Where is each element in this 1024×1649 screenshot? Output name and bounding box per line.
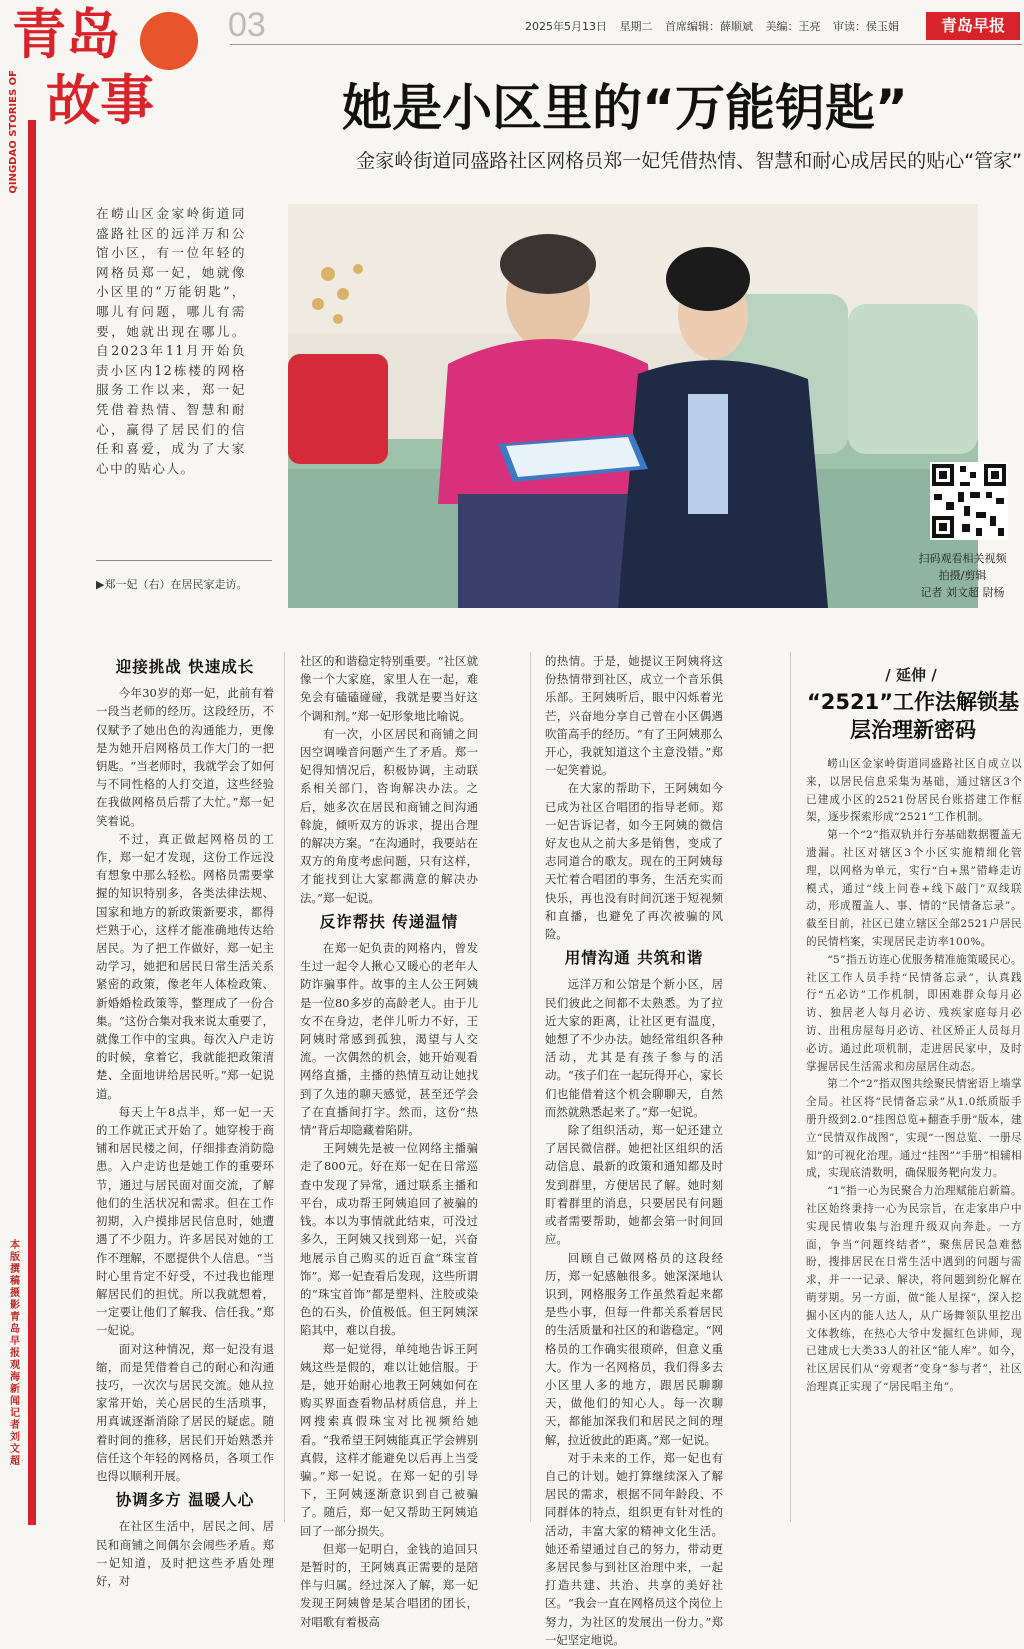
article-paragraph: 有一次，小区居民和商铺之间因空调噪音问题产生了矛盾。郑一妃得知情况后，积极协调，主动联系相关部门，咨询解决办法。之后，她多次在居民和商铺之间沟通斡旋，倾听双方的诉求，提出合理的解决方案。“在沟通时，我要站在双方的角度考虑问题，只有这样，才能找到让大家都满意的解决办法。”郑一妃说。: [300, 726, 478, 905]
article-paragraph: 在郑一妃负责的网格内，曾发生过一起令人揪心又暖心的老年人防诈骗事件。故事的主人公王阿姨是一位80多岁的高龄老人。由于儿女不在身边，老伴儿听力不好，王阿姨时常感到孤独，渴望与人交流。一次偶然的机会，她开始观看网络直播，主播的热情互动让她找到了久违的聊天感觉，甚至还学会了在直播间打字。然而，这份“热情”背后却隐藏着陷阱。: [300, 941, 478, 1138]
left-red-strip: [28, 120, 36, 1525]
section-heading: 协调多方 温暖人心: [115, 1491, 255, 1510]
sidebar-paragraph: 崂山区金家岭街道同盛路社区自成立以来，以居民信息采集为基础，通过辖区3个已建成小区的2521份居民台账搭建工作框架，逐步探索形成“2521”工作机制。: [806, 758, 1022, 824]
header-divider: [230, 44, 1022, 45]
column-divider: [284, 652, 285, 1522]
issue-date: 2025年5月13日: [525, 20, 607, 33]
qr-caption: [900, 550, 1024, 601]
qr-caption-line2: 拍摄/剪辑: [938, 569, 987, 582]
article-paragraph: 社区的和谐稳定特别重要。“社区就像一个大家庭，家里人在一起，难免会有磕磕碰碰，我就是要当好这个调和剂。”郑一妃形象地比喻说。: [300, 654, 478, 723]
qr-caption-line3: 记者 刘文超 尉杨: [920, 586, 1005, 599]
proofreader: 审读：侯玉娟: [833, 20, 899, 33]
article-paragraph: 回顾自己做网格员的这段经历，郑一妃感触很多。她深深地认识到，网格服务工作虽然看起来都是些小事，但每一件都关系着居民的生活质量和社区的和谐稳定。“网格员的工作确实很琐碎，但意义重大。作为一名网格员，我们得多去小区里人多的地方，跟居民聊聊天，做他们的知心人。每一次聊天，都能加深我们和居民之间的理解，拉近彼此的距离。”郑一妃说。: [545, 1250, 723, 1447]
article-paragraph: 面对这种情况，郑一妃没有退缩，而是凭借着自己的耐心和沟通技巧，一次次与居民交流。她从拉家常开始，关心居民的生活琐事，用真诚逐渐消除了居民的疑虑。随着时间的推移，居民们开始熟悉并信任这个年轻的网格员，各项工作也得以顺利开展。: [96, 1341, 274, 1483]
sun-logo-icon: [140, 12, 198, 70]
sidebar-paragraph: 第二个“2”指双图共绘聚民情密语上墙掌全局。社区将“民情备忘录”从1.0纸质版手册升级到2.0“挂图总览+翻查手册”版本，建立“民情双作战图”，实现“一图总览、一册尽知”的可视化治理。通过“挂图”“手册”相辅相成，实现底清数明，确保服务靶向发力。: [806, 1078, 1022, 1180]
sidebar-paragraph: “1”指一心为民聚合力治理赋能启新篇。社区始终秉持一心为民宗旨，在走家串户中实现民情收集与治理升级双向奔赴。一方面，争当“问题终结者”，聚焦居民急难愁盼，搜排居民在日常生活中遇到的问题与需求，并一一记录、解决，将问题到纷化解在萌芽期。另一方面，做“能人星探”，深入挖掘小区内的能人达人，从广场舞领队里挖出文体教练，在热心大爷中发掘红色讲师，现已建成七大类33人的社区“能人库”。如今，社区居民们从“旁观者”变身“参与者”，社区治理真正实现了“居民唱主角”。: [806, 1185, 1022, 1393]
article-paragraph: 对于未来的工作，郑一妃也有自己的计划。她打算继续深入了解居民的需求，根据不同年龄段、不同群体的特点，组织更有针对性的活动，丰富大家的精神文化生活。她还希望通过自己的努力，带动更多居民参与到社区治理中来，一起打造共建、共治、共享的美好社区。“我会一直在网格员这个岗位上努力，为社区的发展出一份力。”郑一妃坚定地说。: [545, 1450, 723, 1647]
section-heading: 反诈帮扶 传递温情: [319, 912, 459, 931]
section-heading: 迎接挑战 快速成长: [115, 658, 255, 676]
column-divider: [530, 652, 531, 1522]
art-editor: 美编：王亮: [765, 20, 821, 33]
article-paragraph: 不过，真正做起网格员的工作，郑一妃才发现，这份工作远没有想象中那么轻松。网格员需要掌握的知识特别多，各类法律法规、国家和地方的新政策新要求，都得烂熟于心，这样才能准确地传达给居民。为了把工作做好，郑一妃主动学习，她把和居民日常生活关系紧密的政策，像老年人体检政策、新婚婚检政策等，整理成了一份合集。“这份合集对我来说太重要了，就像工作中的宝典。每次入户走访的时候，拿着它，我就能把政策清楚、全面地讲给居民听。”郑一妃说道。: [96, 831, 274, 1101]
masthead-line1: 青岛: [12, 3, 120, 66]
header-info: [525, 18, 908, 34]
article-paragraph: 在大家的帮助下，王阿姨如今已成为社区合唱团的指导老师。郑一妃告诉记者，如今王阿姨的微信好友也从之前大多是销售，变成了志同道合的歌友。现在的王阿姨每天忙着合唱团的事务，生活充实而快乐，再也没有时间沉迷于短视频和直播，也避免了再次被骗的风险。: [545, 781, 723, 942]
photo-caption: ▶郑一妃（右）在居民家走访。: [96, 578, 248, 591]
article-paragraph: 的热情。于是，她提议王阿姨将这份热情带到社区，成立一个音乐俱乐部。王阿姨听后，眼中闪烁着光芒，兴奋地分享自己曾在小区偶遇吹笛高手的经历。“有了王阿姨那么开心，我就知道这个主意没错。”郑一妃笑着说。: [545, 654, 723, 778]
article-paragraph: 每天上午8点半，郑一妃一天的工作就正式开始了。她穿梭于商铺和居民楼之间，仔细排查消防隐患。入户走访也是她工作的重要环节，通过与居民面对面交流，了解他们的生活状况和需求。但在工作初期，入户摸排居民信息时，她遭遇了不少阻力。许多居民对她的工作不理解，不愿提供个人信息。“当时心里肯定不好受，不过我也能理解居民们的担忧。所以我就想着，一定要让他们了解我、信任我。”郑一妃说。: [96, 1104, 274, 1338]
intro-divider: [96, 560, 272, 561]
headline: 她是小区里的“万能钥匙”: [342, 79, 908, 137]
article-column-1: [96, 652, 274, 1590]
article-paragraph: 郑一妃觉得，单纯地告诉王阿姨这些是假的，难以让她信服。于是，她开始耐心地教王阿姨如何在购买界面查看物品材质信息，并上网搜索真假珠宝对比视频给她看。“我希望王阿姨能真正学会辨别真假，这样才能避免以后再上当受骗。”郑一妃说。在郑一妃的引导下，王阿姨逐渐意识到自己被骗了。随后，郑一妃又帮助王阿姨追回了一部分损失。: [300, 1341, 478, 1538]
news-photo: [288, 204, 978, 608]
article-paragraph: 在社区生活中，居民之间、居民和商铺之间偶尔会闹些矛盾。郑一妃知道，及时把这些矛盾处理好，对: [96, 1519, 274, 1588]
article-paragraph: 远洋万和公馆是个新小区，居民们彼此之间都不太熟悉。为了拉近大家的距离，让社区更有温度，她想了不少办法。她经常组织各种活动，尤其是有孩子参与的活动。“孩子们在一起玩得开心，家长们也能借着这个机会聊聊天，自然而然就熟悉起来了。”郑一妃说。: [545, 977, 723, 1119]
sidebar-title: “2521”工作法解锁基层治理新密码: [806, 690, 1020, 742]
article-paragraph: 但郑一妃明白，金钱的追回只是暂时的，王阿姨真正需要的是陪伴与归属。经过深入了解，郑一妃发现王阿姨曾是某合唱团的团长，对唱歌有着极高: [300, 1541, 478, 1629]
masthead-english: QINGDAO STORIES OF: [8, 70, 19, 194]
page-number: 03: [228, 6, 266, 44]
issue-weekday: 星期二: [619, 20, 653, 33]
article-column-2: [300, 652, 478, 1631]
sidebar-paragraph: 第一个“2”指双轨并行夯基础数据覆盖无遗漏。社区对辖区3个小区实施精细化管理，以网格为单元，实行“白+黑”错峰走访模式，通过“线上问卷+线下敲门”双线联动，形成覆盖人、事、情的“民情备忘录”。截至目前，社区已建立辖区全部2521户居民的民情档案，实现居民走访率100%。: [806, 829, 1022, 948]
left-credit: 本 版 撰 稿 摄 影 青 岛 早 报 观 海 新 闻 记 者 刘 文 超: [10, 1240, 20, 1467]
sidebar-body: [806, 756, 1022, 1397]
chief-editor: 首席编辑：薛顺斌: [665, 20, 753, 33]
column-divider: [790, 652, 791, 1522]
article-paragraph: 除了组织活动，郑一妃还建立了居民微信群。她把社区组织的活动信息、最新的政策和通知都及时发到群里，方便居民了解。她时刻盯着群里的消息，只要居民有问题或者需要帮助，她都会第一时间回应。: [545, 1123, 723, 1247]
article-column-3: [545, 652, 723, 1649]
newspaper-brand: 青岛早报: [926, 12, 1020, 40]
article-paragraph: 今年30岁的郑一妃，此前有着一段当老师的经历。这段经历，不仅赋予了她出色的沟通能力，更像是为她开启网格员工作大门的一把钥匙。“当老师时，我就学会了如何与不同性格的人打交道，这些经验在我做网格员后帮了大忙。”郑一妃笑着说。: [96, 686, 274, 828]
subheadline: 金家岭街道同盛路社区网格员郑一妃凭借热情、智慧和耐心成居民的贴心“管家”: [356, 150, 1022, 172]
qr-code[interactable]: [930, 462, 1008, 540]
qr-caption-line1: 扫码观看相关视频: [918, 552, 1007, 565]
masthead-line2: 故事: [46, 69, 154, 132]
sidebar-tag: / 延伸 /: [885, 666, 937, 684]
article-paragraph: 王阿姨先是被一位网络主播骗走了800元。好在郑一妃在日常巡查中发现了异常，通过联系主播和平台，成功帮王阿姨追回了被骗的钱。本以为事情就此结束，可没过多久，王阿姨又找到郑一妃，兴奋地展示自己购买的近百盒“珠宝首饰”。郑一妃查看后发现，这些所谓的“珠宝首饰”都是塑料、注胶或染色的石头，价值极低。但王阿姨深陷其中，难以自拔。: [300, 1141, 478, 1338]
intro-paragraph: 在崂山区金家岭街道同盛路社区的远洋万和公馆小区，有一位年轻的网格员郑一妃，她就像小区里的“万能钥匙”，哪儿有问题，哪儿有需要，她就出现在哪儿。自2023年11月开始负责小区内12栋楼的网格服务工作以来，郑一妃凭借着热情、智慧和耐心，赢得了居民们的信任和喜爱，成为了大家心中的贴心人。: [96, 206, 246, 476]
section-heading: 用情沟通 共筑和谐: [564, 949, 704, 968]
sidebar-paragraph: “5”指五访连心优服务精准施策暖民心。社区工作人员手持“民情备忘录”，认真践行“五必访”工作机制，即困难群众每月必访、独居老人每月必访、残疾家庭每月必访、出租房屋每月必访、社区矫正人员每月必访。通过此项机制，走进居民家中，及时掌握居民生活需求和房屋居住动态。: [806, 953, 1022, 1073]
